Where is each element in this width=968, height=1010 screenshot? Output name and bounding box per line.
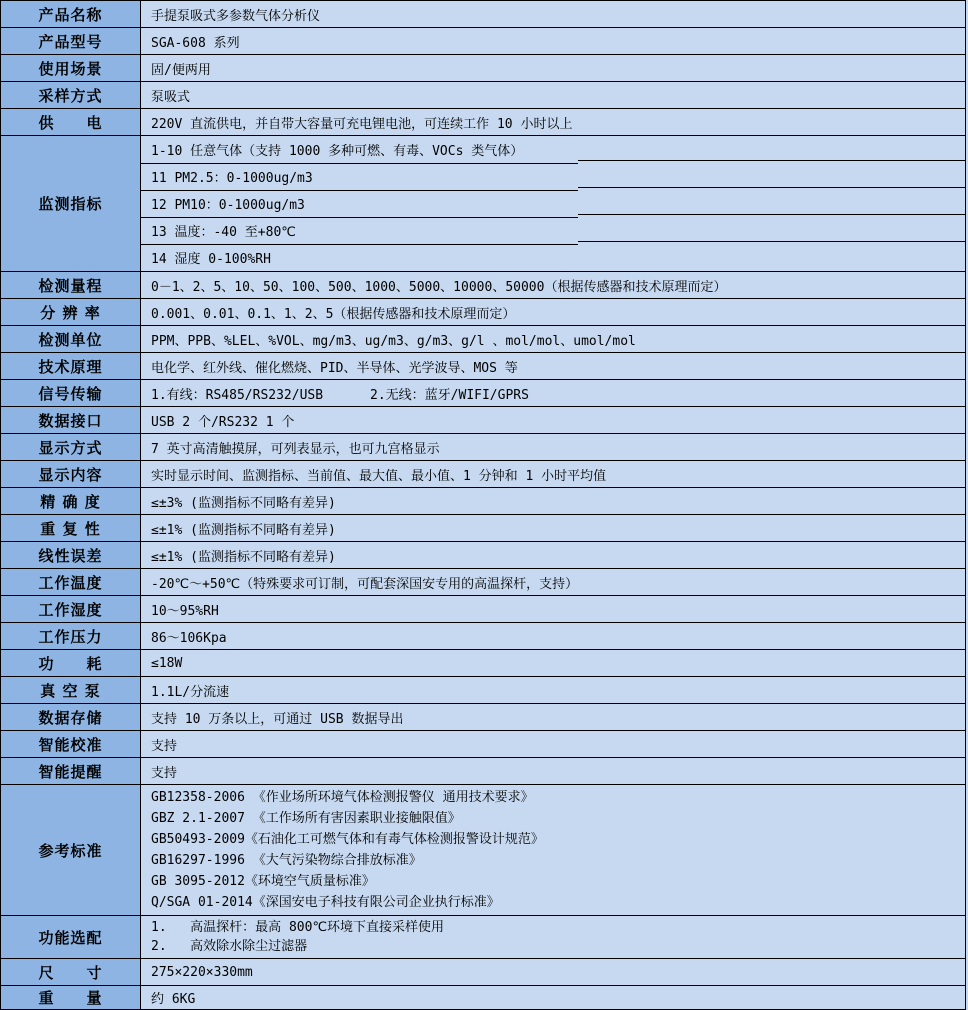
spec-row-13 xyxy=(1,434,965,461)
option-line: 2. 高效除水除尘过滤器 xyxy=(151,939,308,954)
monitor-subrow: 12 PM10：0-1000ug/m3 xyxy=(141,190,965,217)
spec-row-27 xyxy=(1,916,965,959)
spec-row-24 xyxy=(1,731,965,758)
row-value: 支持 xyxy=(151,738,178,754)
row-value: 实时显示时间、监测指标、当前值、最大值、最小值、1 分钟和 1 小时平均值 xyxy=(151,468,607,484)
spec-row-15 xyxy=(1,488,965,515)
reference-standard-lines xyxy=(141,785,965,915)
monitor-subrows xyxy=(141,136,965,271)
row-label: 使用场景 xyxy=(1,55,141,81)
row-label: 智能提醒 xyxy=(1,758,141,784)
spec-row-20 xyxy=(1,623,965,650)
row-label: 显示内容 xyxy=(1,461,141,487)
row-value: 泵吸式 xyxy=(151,89,191,105)
row-value: 7 英寸高清触摸屏，可列表显示，也可九宫格显示 xyxy=(151,441,440,457)
row-value: 0.001、0.01、0.1、1、2、5（根据传感器和技术原理而定） xyxy=(151,306,516,322)
row-label: 功能选配 xyxy=(1,916,141,958)
spec-row-17 xyxy=(1,542,965,569)
spec-row-22 xyxy=(1,677,965,704)
row-label: 显示方式 xyxy=(1,434,141,460)
spec-row-18 xyxy=(1,569,965,596)
spec-row-7 xyxy=(1,272,965,299)
row-value: 0－1、2、5、10、50、100、500、1000、5000、10000、50000（根据传感器和技术原理而定） xyxy=(151,279,727,295)
row-value: ≤±1% (监测指标不同略有差异) xyxy=(151,549,336,565)
reference-standard-line: Q/SGA 01-2014《深国安电子科技有限公司企业执行标准》 xyxy=(151,895,500,910)
reference-standard-line: GB 3095-2012《环境空气质量标准》 xyxy=(151,874,375,889)
row-label: 检测单位 xyxy=(1,326,141,352)
spec-row-2 xyxy=(1,28,965,55)
row-label: 供 电 xyxy=(1,109,141,135)
spec-row-4 xyxy=(1,82,965,109)
row-label: 参考标准 xyxy=(1,785,141,915)
spec-row-11 xyxy=(1,380,965,407)
row-label: 功 耗 xyxy=(1,650,141,676)
row-label: 监测指标 xyxy=(1,136,141,271)
row-label: 检测量程 xyxy=(1,272,141,298)
spec-row-16 xyxy=(1,515,965,542)
spec-row-9 xyxy=(1,326,965,353)
monitor-subrow: 11 PM2.5：0-1000ug/m3 xyxy=(141,163,965,190)
monitor-subrow: 13 温度：-40 至+80℃ xyxy=(141,217,965,244)
row-label: 重 复 性 xyxy=(1,515,141,541)
row-value: 电化学、红外线、催化燃烧、PID、半导体、光学波导、MOS 等 xyxy=(151,360,518,376)
reference-standard-line: GB16297-1996 《大气污染物综合排放标准》 xyxy=(151,853,422,868)
row-value: USB 2 个/RS232 1 个 xyxy=(151,414,295,430)
row-value: -20℃～+50℃（特殊要求可订制，可配套深国安专用的高温探杆，支持） xyxy=(151,576,579,592)
spec-row-1 xyxy=(1,1,965,28)
row-label: 线性误差 xyxy=(1,542,141,568)
option-line: 1. 高温探杆：最高 800℃环境下直接采样使用 xyxy=(151,920,445,935)
row-value: 10～95%RH xyxy=(151,603,219,619)
spec-row-8 xyxy=(1,299,965,326)
row-label: 工作压力 xyxy=(1,623,141,649)
row-value: 手提泵吸式多参数气体分析仪 xyxy=(151,8,321,24)
row-value: PPM、PPB、%LEL、%VOL、mg/m3、ug/m3、g/m3、g/l 、mol/mol、umol/mol xyxy=(151,333,636,349)
row-label: 产品型号 xyxy=(1,28,141,54)
row-label: 信号传输 xyxy=(1,380,141,406)
row-label: 智能校准 xyxy=(1,731,141,757)
row-label: 尺 寸 xyxy=(1,959,141,985)
spec-row-6 xyxy=(1,136,965,272)
reference-standard-line: GBZ 2.1-2007 《工作场所有害因素职业接触限值》 xyxy=(151,811,461,826)
row-value: 固/便两用 xyxy=(151,62,211,78)
monitor-subrow: 14 湿度 0-100%RH xyxy=(151,252,271,267)
spec-row-10 xyxy=(1,353,965,380)
spec-row-5 xyxy=(1,109,965,136)
row-label: 数据接口 xyxy=(1,407,141,433)
row-label: 工作湿度 xyxy=(1,596,141,622)
row-label: 工作温度 xyxy=(1,569,141,595)
row-value: ≤±1% (监测指标不同略有差异) xyxy=(151,522,336,538)
spec-row-23 xyxy=(1,704,965,731)
spec-row-19 xyxy=(1,596,965,623)
spec-row-26 xyxy=(1,785,965,916)
row-value: ≤18W xyxy=(151,655,183,671)
spec-row-28 xyxy=(1,959,965,986)
row-value: 支持 10 万条以上，可通过 USB 数据导出 xyxy=(151,711,404,727)
row-value: 1.1L/分流速 xyxy=(151,684,230,700)
reference-standard-line: GB12358-2006 《作业场所环境气体检测报警仪 通用技术要求》 xyxy=(151,790,534,805)
spec-row-12 xyxy=(1,407,965,434)
monitor-subrow: 1-10 任意气体（支持 1000 多种可燃、有毒、VOCs 类气体） xyxy=(141,136,965,163)
row-label: 技术原理 xyxy=(1,353,141,379)
row-value: 275×220×330mm xyxy=(151,964,253,980)
row-label: 产品名称 xyxy=(1,1,141,27)
row-label: 分 辨 率 xyxy=(1,299,141,325)
row-value: 86～106Kpa xyxy=(151,630,227,646)
row-value: SGA-608 系列 xyxy=(151,35,240,51)
row-value: 约 6KG xyxy=(151,992,196,1007)
row-label: 重 量 xyxy=(1,986,141,1009)
spec-row-3 xyxy=(1,55,965,82)
row-value: ≤±3% (监测指标不同略有差异) xyxy=(151,495,336,511)
row-value: 支持 xyxy=(151,765,178,781)
reference-standard-line: GB50493-2009《石油化工可燃气体和有毒气体检测报警设计规范》 xyxy=(151,832,544,847)
row-value: 1.有线：RS485/RS232/USB 2.无线：蓝牙/WIFI/GPRS xyxy=(151,387,529,403)
spec-row-29 xyxy=(1,986,965,1009)
spec-row-21 xyxy=(1,650,965,677)
row-value: 220V 直流供电，并自带大容量可充电锂电池，可连续工作 10 小时以上 xyxy=(151,116,573,132)
row-label: 精 确 度 xyxy=(1,488,141,514)
spec-row-25 xyxy=(1,758,965,785)
row-label: 数据存储 xyxy=(1,704,141,730)
row-label: 采样方式 xyxy=(1,82,141,108)
option-lines xyxy=(141,916,965,958)
row-label: 真 空 泵 xyxy=(1,677,141,703)
spec-row-14 xyxy=(1,461,965,488)
